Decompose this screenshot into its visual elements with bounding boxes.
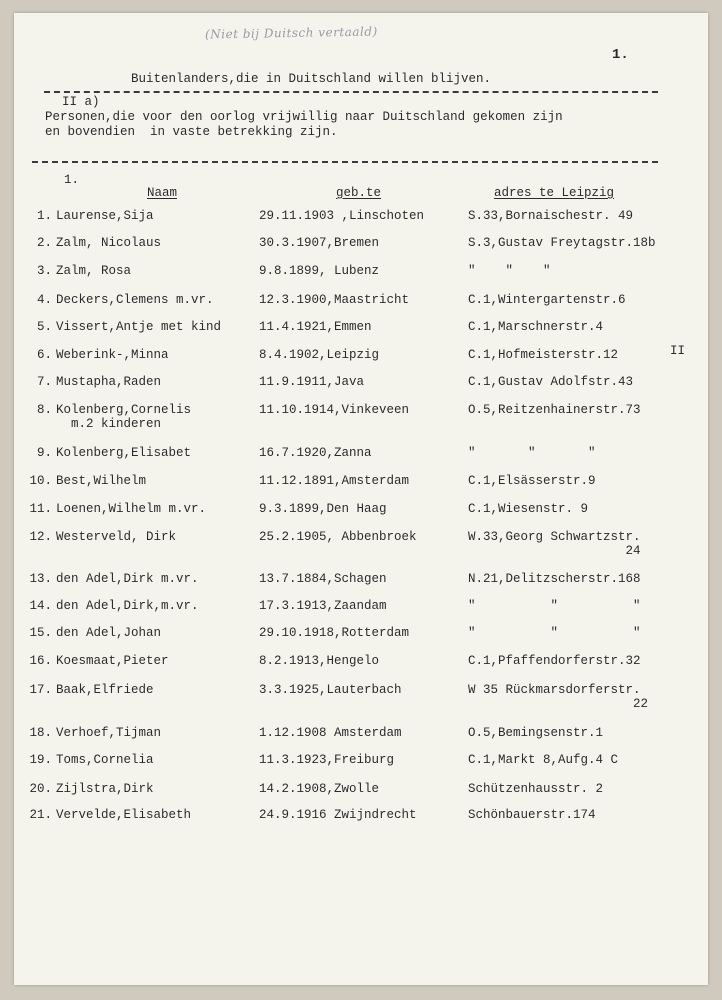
person-name: Zalm, Rosa [56, 264, 132, 278]
birth-date-place: 11.9.1911,Java [259, 375, 365, 389]
row-number: 2. [36, 236, 52, 250]
birth-date-place: 8.4.1902,Leipzig [259, 348, 380, 362]
document-title: Buitenlanders,die in Duitschland willen blijven. [131, 72, 492, 86]
row-number: 21. [29, 808, 52, 822]
row-number: 3. [36, 264, 52, 278]
margin-note: II [670, 344, 686, 358]
birth-date-place: 3.3.1925,Lauterbach [259, 683, 402, 697]
person-name: Weberink-,Minna [56, 348, 169, 362]
section-number: II a) [62, 95, 100, 109]
intro-text [45, 110, 563, 140]
leipzig-address: S.3,Gustav Freytagstr.18b [468, 236, 656, 250]
leipzig-address: " " " [468, 446, 596, 460]
birth-date-place: 8.2.1913,Hengelo [259, 654, 380, 668]
leipzig-address: Schönbauerstr.174 [468, 808, 596, 822]
birth-date-place: 12.3.1900,Maastricht [259, 293, 410, 307]
birth-date-place: 13.7.1884,Schagen [259, 572, 387, 586]
birth-date-place: 9.8.1899, Lubenz [259, 264, 380, 278]
leipzig-address: C.1,Wintergartenstr.6 [468, 293, 626, 307]
row-number: 12. [29, 530, 52, 544]
column-header-birth: geb.te [336, 186, 382, 200]
row-number: 1. [36, 209, 52, 223]
leipzig-address: N.21,Delitzscherstr.168 [468, 572, 641, 586]
leipzig-address: O.5,Reitzenhainerstr.73 [468, 403, 641, 417]
person-name: Zijlstra,Dirk [56, 782, 154, 796]
row-number: 6. [36, 348, 52, 362]
birth-date-place: 16.7.1920,Zanna [259, 446, 372, 460]
person-name: Kolenberg,Elisabet [56, 446, 192, 460]
leipzig-address: " " " [468, 599, 641, 613]
leipzig-address: W.33,Georg Schwartzstr. 24 [468, 530, 641, 558]
page-number: 1. [612, 47, 629, 63]
leipzig-address: C.1,Gustav Adolfstr.43 [468, 375, 634, 389]
birth-date-place: 11.12.1891,Amsterdam [259, 474, 410, 488]
row-number: 9. [36, 446, 52, 460]
birth-date-place: 14.2.1908,Zwolle [259, 782, 380, 796]
person-name: Vervelde,Elisabeth [56, 808, 192, 822]
birth-date-place: 24.9.1916 Zwijndrecht [259, 808, 417, 822]
leipzig-address: " " " [468, 264, 551, 278]
birth-date-place: 29.11.1903 ,Linschoten [259, 209, 425, 223]
column-header-name: Naam [147, 186, 178, 200]
birth-date-place: 30.3.1907,Bremen [259, 236, 380, 250]
intro-line-2: en bovendien in vaste betrekking zijn. [45, 125, 338, 139]
leipzig-address: O.5,Bemingsenstr.1 [468, 726, 604, 740]
person-name: Deckers,Clemens m.vr. [56, 293, 214, 307]
leipzig-address: C.1,Hofmeisterstr.12 [468, 348, 619, 362]
row-number: 14. [29, 599, 52, 613]
birth-date-place: 17.3.1913,Zaandam [259, 599, 387, 613]
birth-date-place: 25.2.1905, Abbenbroek [259, 530, 417, 544]
row-number: 17. [29, 683, 52, 697]
pencil-annotation: (Niet bij Duitsch vertaald) [204, 24, 378, 42]
leipzig-address: " " " [468, 626, 641, 640]
person-name: Vissert,Antje met kind [56, 320, 222, 334]
leipzig-address: C.1,Marschnerstr.4 [468, 320, 604, 334]
person-name: Westerveld, Dirk [56, 530, 177, 544]
person-name: den Adel,Johan [56, 626, 162, 640]
person-name: Koesmaat,Pieter [56, 654, 169, 668]
person-name: den Adel,Dirk,m.vr. [56, 599, 199, 613]
row-number: 15. [29, 626, 52, 640]
person-name: Toms,Cornelia [56, 753, 154, 767]
person-name: Laurense,Sija [56, 209, 154, 223]
birth-date-place: 1.12.1908 Amsterdam [259, 726, 402, 740]
row-number: 20. [29, 782, 52, 796]
person-name: Mustapha,Raden [56, 375, 162, 389]
person-name: Kolenberg,Cornelis m.2 kinderen [56, 403, 192, 431]
birth-date-place: 11.3.1923,Freiburg [259, 753, 395, 767]
row-number: 19. [29, 753, 52, 767]
birth-date-place: 11.10.1914,Vinkeveen [259, 403, 410, 417]
row-number: 4. [36, 293, 52, 307]
leipzig-address: C.1,Elsässerstr.9 [468, 474, 596, 488]
leipzig-address: C.1,Pfaffendorferstr.32 [468, 654, 641, 668]
person-name: Baak,Elfriede [56, 683, 154, 697]
list-number: 1. [64, 173, 80, 187]
leipzig-address: C.1,Wiesenstr. 9 [468, 502, 589, 516]
leipzig-address: S.33,Bornaischestr. 49 [468, 209, 634, 223]
row-number: 8. [36, 403, 52, 417]
row-number: 5. [36, 320, 52, 334]
row-number: 10. [29, 474, 52, 488]
leipzig-address: W 35 Rückmarsdorferstr. 22 [468, 683, 649, 711]
leipzig-address: C.1,Markt 8,Aufg.4 C [468, 753, 619, 767]
row-number: 18. [29, 726, 52, 740]
row-number: 13. [29, 572, 52, 586]
leipzig-address: Schützenhausstr. 2 [468, 782, 604, 796]
person-name: Best,Wilhelm [56, 474, 147, 488]
intro-line-1: Personen,die voor den oorlog vrijwillig naar Duitschland gekomen zijn [45, 110, 563, 124]
divider-middle [32, 161, 658, 163]
birth-date-place: 11.4.1921,Emmen [259, 320, 372, 334]
person-name: Verhoef,Tijman [56, 726, 162, 740]
birth-date-place: 29.10.1918,Rotterdam [259, 626, 410, 640]
person-name: den Adel,Dirk m.vr. [56, 572, 199, 586]
document-page [14, 13, 708, 985]
row-number: 11. [29, 502, 52, 516]
divider-top [44, 91, 658, 93]
row-number: 7. [36, 375, 52, 389]
row-number: 16. [29, 654, 52, 668]
birth-date-place: 9.3.1899,Den Haag [259, 502, 387, 516]
person-name: Loenen,Wilhelm m.vr. [56, 502, 207, 516]
column-header-address: adres te Leipzig [494, 186, 615, 200]
person-name: Zalm, Nicolaus [56, 236, 162, 250]
